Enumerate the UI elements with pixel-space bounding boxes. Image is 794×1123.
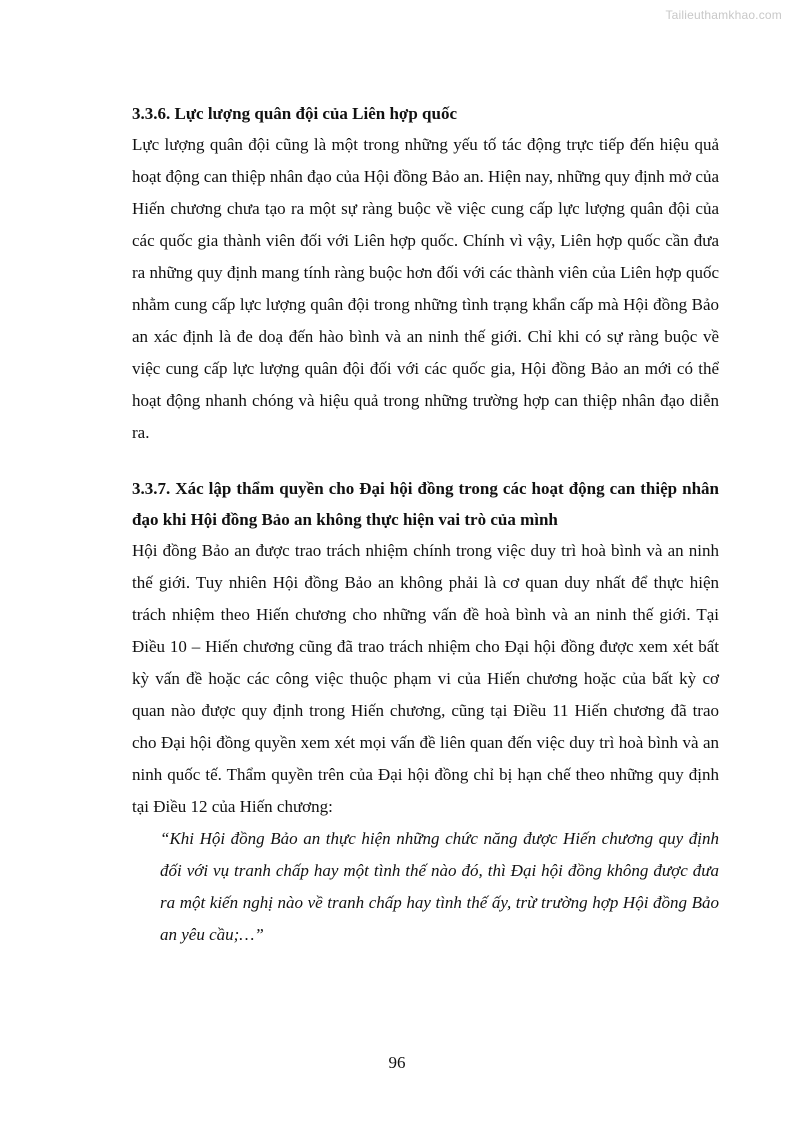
section-heading: 3.3.6. Lực lượng quân đội của Liên hợp quốc [132, 104, 458, 123]
page-number: 96 [388, 1053, 406, 1072]
watermark: Tailieuthamkhao.com [665, 8, 782, 22]
section-3-3-7 [132, 473, 719, 951]
section-heading: 3.3.7. Xác lập thẩm quyền cho Đại hội đồng trong các hoạt động can thiệp nhân đạo khi Hội đồng Bảo an không thực hiện vai trò của mình [132, 479, 719, 529]
body-paragraph: Lực lượng quân đội cũng là một trong những yếu tố tác động trực tiếp đến hiệu quả hoạt động can thiệp nhân đạo của Hội đồng Bảo an. Hiện nay, những quy định mở của Hiến chương chưa tạo ra một sự ràng buộc về việc cung cấp lực lượng quân đội của các quốc gia thành viên đối với Liên hợp quốc. Chính vì vậy, Liên hợp quốc cần đưa ra những quy định mang tính ràng buộc hơn đối với các thành viên của Liên hợp quốc nhằm cung cấp lực lượng quân đội trong những tình trạng khẩn cấp mà Hội đồng Bảo an xác định là đe doạ đến hào bình và an ninh thế giới. Chỉ khi có sự ràng buộc về việc cung cấp lực lượng quân đội đối với các quốc gia, Hội đồng Bảo an mới có thể hoạt động nhanh chóng và hiệu quả trong những trường hợp can thiệp nhân đạo diễn ra. [132, 135, 719, 442]
body-paragraph: Hội đồng Bảo an được trao trách nhiệm chính trong việc duy trì hoà bình và an ninh thế giới. Tuy nhiên Hội đồng Bảo an không phải là cơ quan duy nhất để thực hiện trách nhiệm theo Hiến chương cho những vấn đề hoà bình và an ninh thế giới. Tại Điều 10 – Hiến chương cũng đã trao trách nhiệm cho Đại hội đồng được xem xét bất kỳ vấn đề hoặc các công việc thuộc phạm vi của Hiến chương hoặc của bất kỳ cơ quan nào được quy định trong Hiến chương, cũng tại Điều 11 Hiến chương đã trao cho Đại hội đồng quyền xem xét mọi vấn đề liên quan đến việc duy trì hoà bình và an ninh quốc tế. Thẩm quyền trên của Đại hội đồng chỉ bị hạn chế theo những quy định tại Điều 12 của Hiến chương: [132, 541, 719, 816]
block-quote: “Khi Hội đồng Bảo an thực hiện những chức năng được Hiến chương quy định đối với vụ tranh chấp hay một tình thế nào đó, thì Đại hội đồng không được đưa ra một kiến nghị nào về tranh chấp hay tình thế ấy, trừ trường hợp Hội đồng Bảo an yêu cầu;…” [160, 829, 719, 944]
section-3-3-6 [132, 98, 719, 449]
page-content [132, 98, 719, 951]
